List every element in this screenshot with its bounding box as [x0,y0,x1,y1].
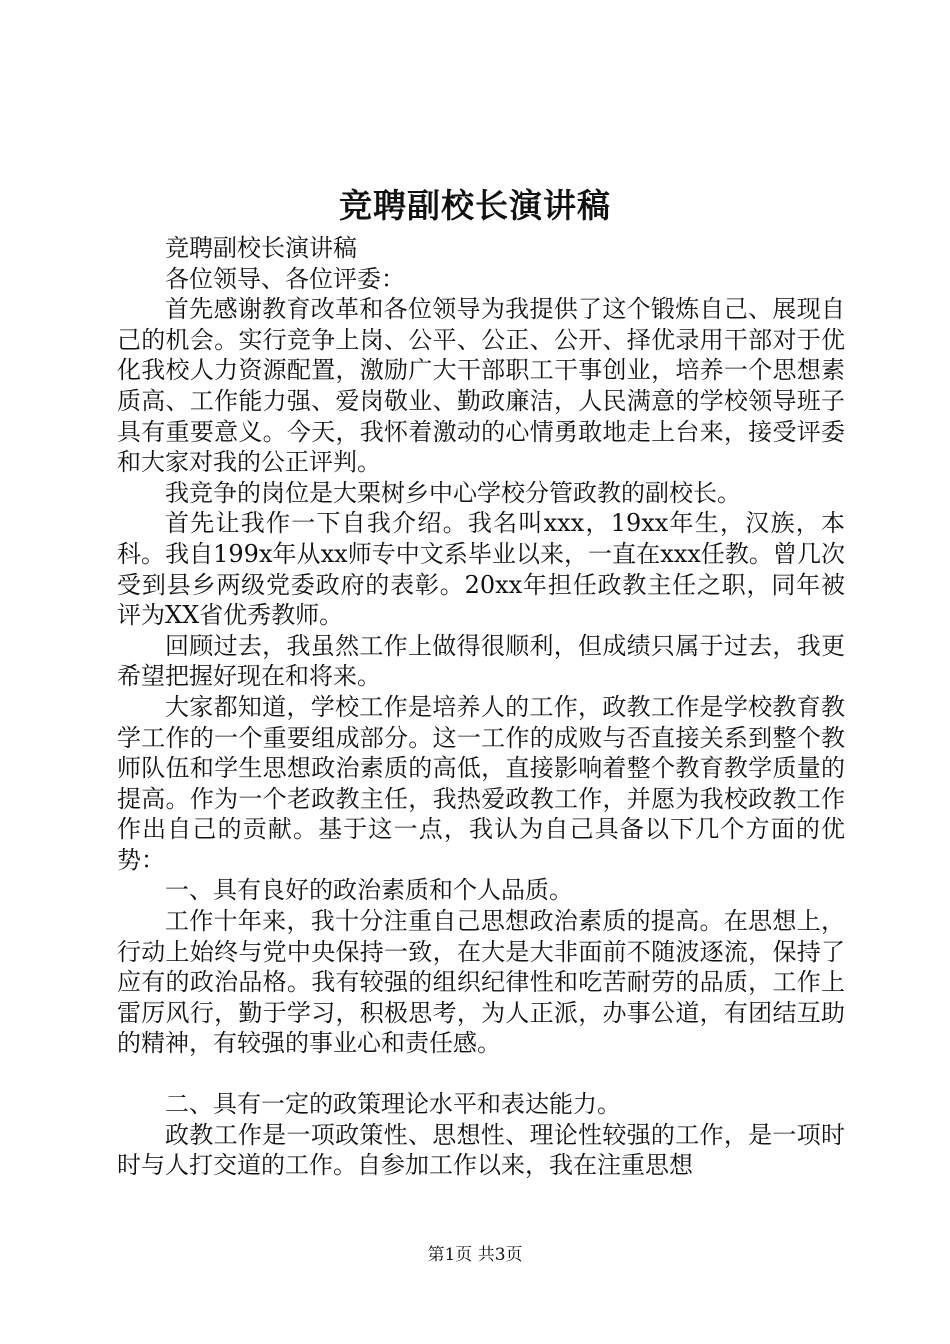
paragraph-advantages-intro: 大家都知道，学校工作是培养人的工作，政教工作是学校教育教学工作的一个重要组成部分。这一工作的成败与否直接关系到整个教师队伍和学生思想政治素质的高低，直接影响着整个教育教学质量的提高。作为一个老政教主任，我热爱政教工作，并愿为我校政教工作作出自己的贡献。基于这一点，我认为自己具备以下几个方面的优势： [117,692,845,874]
paragraph-position: 我竞争的岗位是大栗树乡中心学校分管政教的副校长。 [165,478,741,507]
paragraph-heading-repeat: 竞聘副校长演讲稿 [165,234,357,262]
paragraph-section-one-heading: 一、具有良好的政治素质和个人品质。 [165,876,573,905]
document-title: 竞聘副校长演讲稿 [339,186,611,225]
document-body [117,233,845,1181]
paragraph-section-one-body: 工作十年来，我十分注重自己思想政治素质的提高。在思想上，行动上始终与党中央保持一致，在大是大非面前不随波逐流，保持了应有的政治品格。我有较强的组织纪律性和吃苦耐劳的品质，工作上雷厉风行，勤于学习，积极思考，为人正派，办事公道，有团结互助的精神，有较强的事业心和责任感。 [117,907,845,1058]
paragraph-section-two-heading: 二、具有一定的政策理论水平和表达能力。 [165,1090,621,1119]
paragraph-salutation: 各位领导、各位评委： [165,264,405,293]
paragraph-opening: 首先感谢教育改革和各位领导为我提供了这个锻炼自己、展现自己的机会。实行竞争上岗、公平、公正、公开、择优录用干部对于优化我校人力资源配置，激励广大干部职工干事创业，培养一个思想素质高、工作能力强、爱岗敬业、勤政廉洁，人民满意的学校领导班子具有重要意义。今天，我怀着激动的心情勇敢地走上台来，接受评委和大家对我的公正评判。 [117,295,845,477]
paragraph-section-two-body: 政教工作是一项政策性、思想性、理论性较强的工作，是一项时时与人打交道的工作。自参加工作以来，我在注重思想 [117,1120,845,1180]
page-footer: 第1页 共3页 [427,1245,523,1265]
paragraph-self-intro: 首先让我作一下自我介绍。我名叫xxx，19xx年生，汉族，本科。我自199x年从xx师专中文系毕业以来，一直在xxx任教。曾几次受到县乡两级党委政府的表彰。20xx年担任政教主任之职，同年被评为XX省优秀教师。 [117,509,845,630]
paragraph-review: 回顾过去，我虽然工作上做得很顺利，但成绩只属于过去，我更希望把握好现在和将来。 [117,631,845,691]
